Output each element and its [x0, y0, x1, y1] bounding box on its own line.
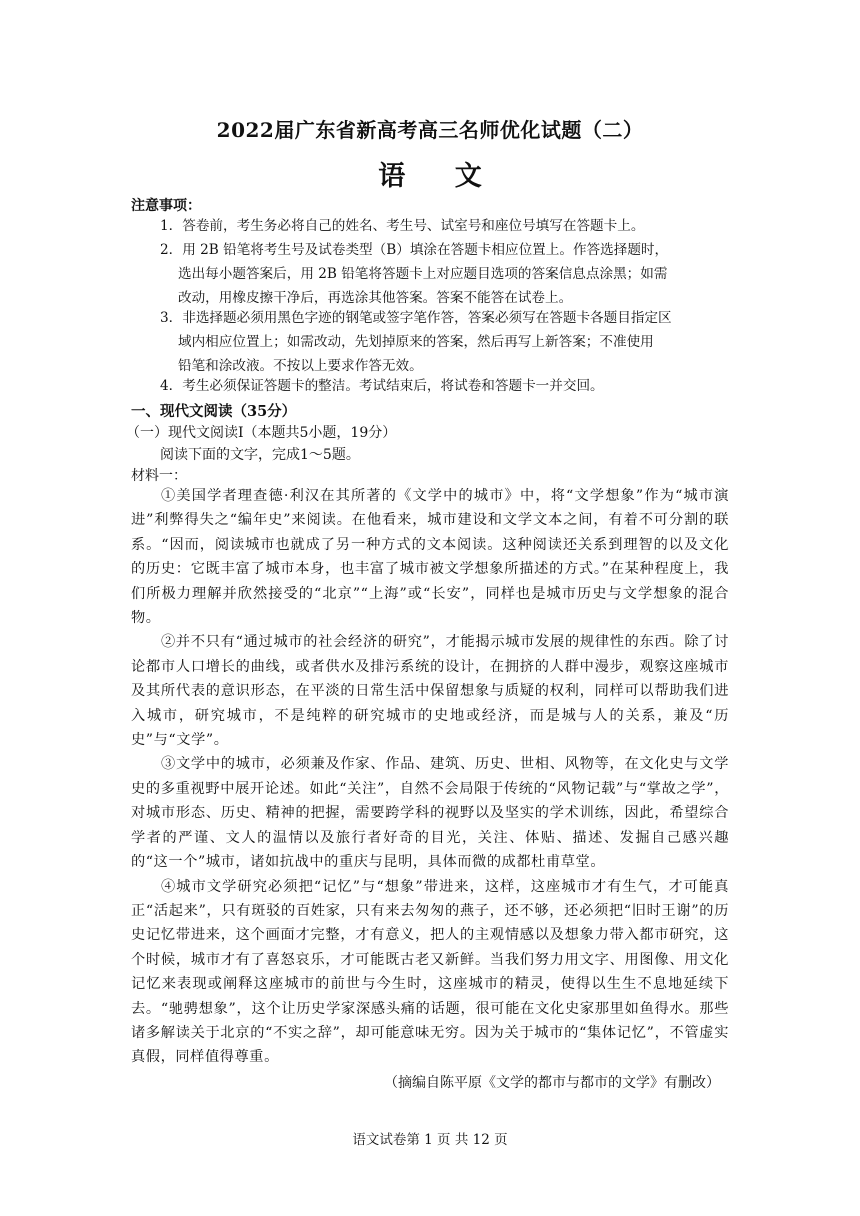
reading-instruction: 阅读下面的文字，完成1～5题。 — [160, 447, 360, 463]
notice-heading: 注意事项： — [131, 198, 201, 214]
material-label: 材料一： — [131, 468, 187, 484]
subsection-heading: （一）现代文阅读Ⅰ（本题共5小题，19分） — [126, 425, 397, 441]
paragraph-2: ②并不只有“通过城市的社会经济的研究”，才能揭示城市发展的规律性的东西。除了讨论都市人口增长的曲线，或者供水及排污系统的设计，在拥挤的人群中漫步，观察这座城市及其所代表的意识形态，在平淡的日常生活中保留想象与质疑的权利，同样可以帮助我们进入城市，研究城市，不是纯粹的研究城市的史地或经济，而是城与人的关系，兼及“历史”与“文学”。 — [131, 634, 729, 749]
notice-item-4 — [160, 374, 740, 398]
subject-heading: 语 文 — [378, 161, 502, 192]
section-heading: 一、现代文阅读（35分） — [131, 403, 297, 420]
notice-item-2-line2: 选出每小题答案后，用 2B 铅笔将答题卡上对应题目选项的答案信息点涂黑；如需 — [178, 266, 668, 282]
notice-item-1-text: 1．答卷前，考生务必将自己的姓名、考生号、试室号和座位号填写在答题卡上。 — [160, 218, 645, 234]
notice-item-3 — [160, 306, 740, 378]
notice-item-2 — [160, 238, 740, 310]
source-note: （摘编自陈平原《文学的都市与都市的文学》有删改） — [384, 1075, 720, 1091]
notice-item-3-line2: 域内相应位置上；如需改动，先划掉原来的答案，然后再写上新答案；不准使用 — [178, 334, 654, 350]
notice-item-2-line3: 改动，用橡皮擦干净后，再选涂其他答案。答案不能答在试卷上。 — [178, 290, 573, 306]
notice-item-1 — [160, 214, 740, 238]
paragraph-1: ①美国学者理查德·利汉在其所著的《文学中的城市》中，将“文学想象”作为“城市演进”利弊得失之“编年史”来阅读。在他看来，城市建设和文学文本之间，有着不可分割的联系。“因而，阅读城市也就成了另一种方式的文本阅读。这种阅读还关系到理智的以及文化的历史：它既丰富了城市本身，也丰富了城市被文学想象所描述的方式。”在某种程度上，我们所极力理解并欣然接受的“北京”“上海”或“长安”，同样也是城市历史与文学想象的混合物。 — [131, 488, 729, 627]
notice-item-3-line1: 3．非选择题必须用黑色字迹的钢笔或签字笔作答，答案必须写在答题卡各题目指定区 — [160, 310, 672, 326]
paragraph-3: ③文学中的城市，必须兼及作家、作品、建筑、历史、世相、风物等，在文化史与文学史的多重视野中展开论述。如此“关注”，自然不会局限于传统的“风物记载”与“掌故之学”，对城市形态、历史、精神的把握，需要跨学科的视野以及坚实的学术训练，因此，希望综合学者的严谨、文人的温情以及旅行者好奇的目光，关注、体贴、描述、发掘自己感兴趣的“这一个”城市，诸如抗战中的重庆与昆明，具体而微的成都杜甫草堂。 — [131, 756, 729, 871]
notice-item-4-text: 4．考生必须保证答题卡的整洁。考试结束后，将试卷和答题卡一并交回。 — [160, 378, 604, 394]
exam-title: 2022届广东省新高考高三名师优化试题（二） — [216, 118, 644, 142]
passage — [131, 484, 729, 1070]
notice-item-2-line1: 2．用 2B 铅笔将考生号及试卷类型（B）填涂在答题卡相应位置上。作答选择题时， — [160, 242, 669, 258]
notice-item-3-line3: 铅笔和涂改液。不按以上要求作答无效。 — [178, 358, 423, 374]
page-footer: 语文试卷第 1 页 共 12 页 — [352, 1132, 508, 1148]
paragraph-4: ④城市文学研究必须把“记忆”与“想象”带进来，这样，这座城市才有生气，才可能真正“活起来”，只有斑驳的百姓家，只有来去匆匆的燕子，还不够，还必须把“旧时王谢”的历史记忆带进来，这个画面才完整，才有意义，把人的主观情感以及想象力带入都市研究，这个时候，城市才有了喜怒哀乐，才可能既古老又新鲜。当我们努力用文字、用图像、用文化记忆来表现或阐释这座城市的前世与今生时，这座城市的精灵，使得以生生不息地延续下去。“驰骋想象”，这个让历史学家深感头痛的话题，很可能在文化史家那里如鱼得水。那些诸多解读关于北京的“不实之辞”，却可能意味无穷。因为关于城市的“集体记忆”，不管虚实真假，同样值得尊重。 — [131, 878, 729, 1066]
